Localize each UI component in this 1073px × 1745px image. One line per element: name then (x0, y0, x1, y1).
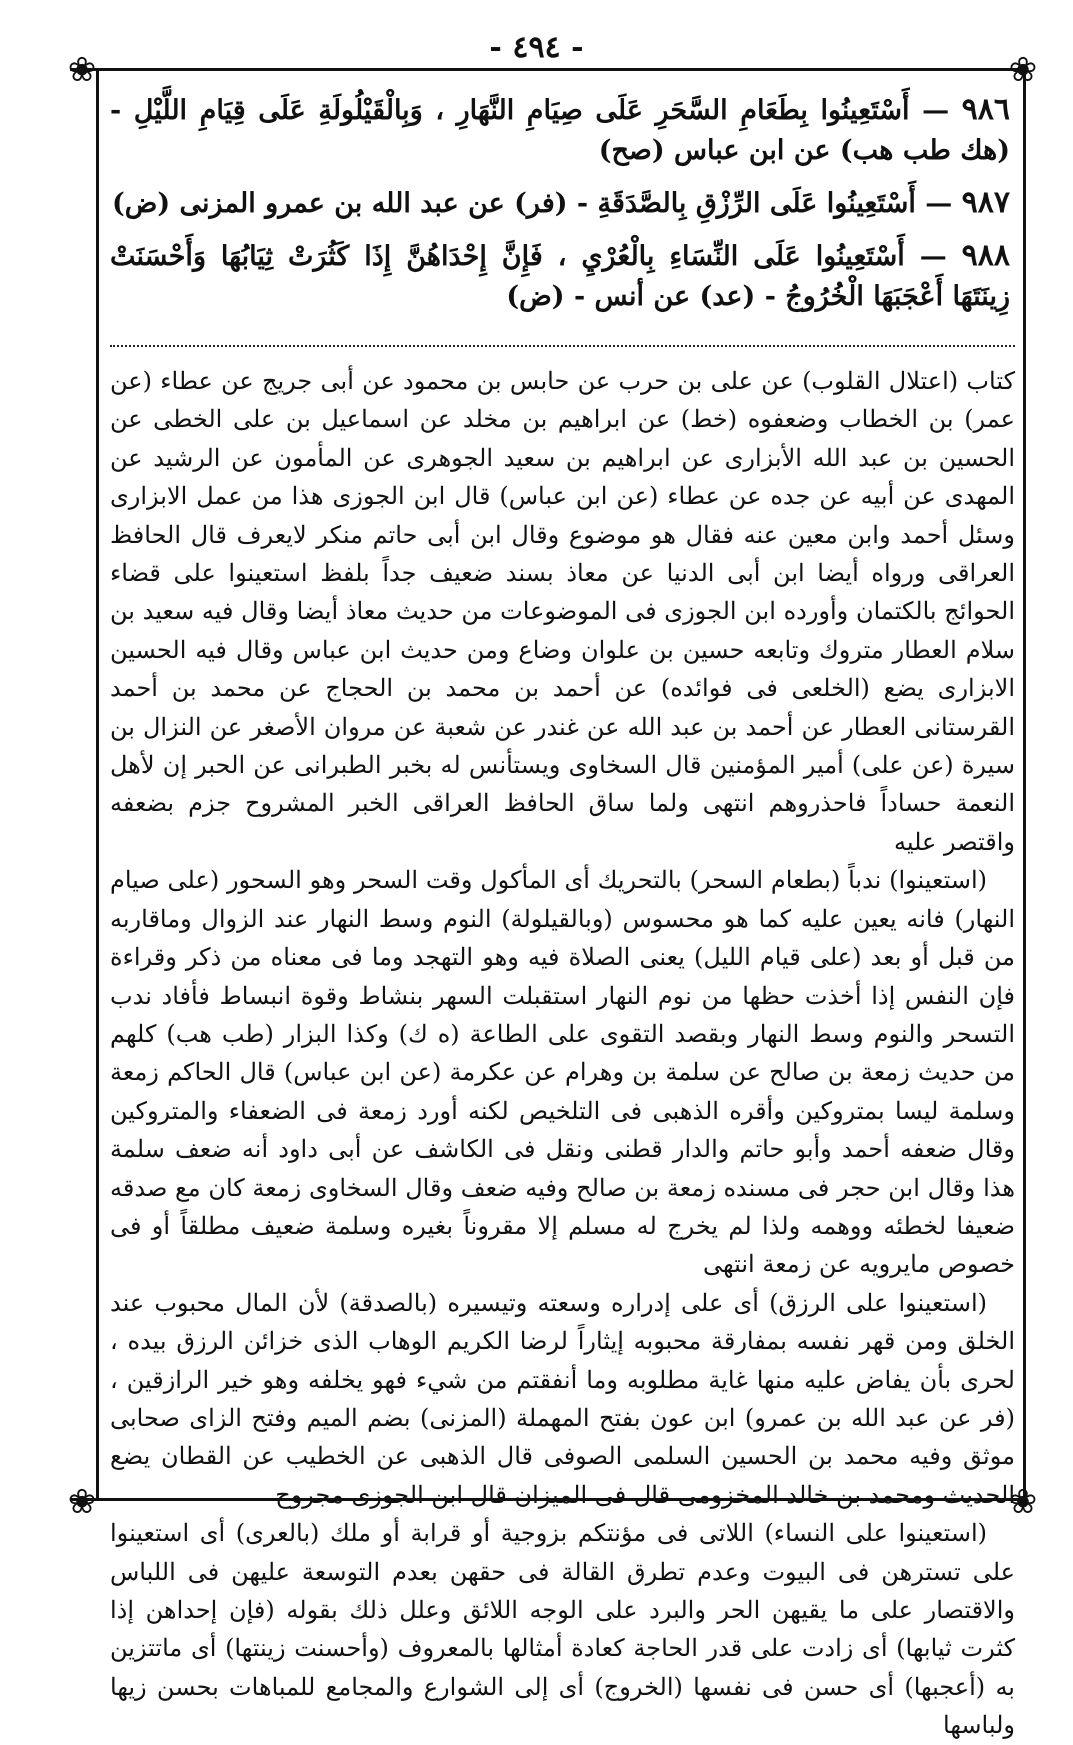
frame-left-rule (96, 70, 99, 1500)
hadith-entry (110, 236, 1010, 317)
hadith-text: — أَسْتَعِينُوا عَلَى النِّسَاءِ بِالْعُرْيِ ، فَإِنَّ إِحْدَاهُنَّ إِذَا كَثُرَتْ ثِيَابُهَا وَأَحْسَنَتْ زِينَتَهَا أَعْجَبَهَا الْخُرُوجُ - (عد) عن أنس - (ض) (110, 241, 1010, 312)
dotted-divider (110, 345, 1015, 347)
flower-ornament-icon: ❀ (67, 50, 97, 90)
page-number: - ٤٩٤ - (489, 30, 584, 65)
flower-ornament-icon: ❀ (67, 1482, 97, 1522)
hadith-text: — أَسْتَعِينُوا بِطَعَامِ السَّحَرِ عَلَى صِيَامِ النَّهَارِ ، وَبِالْقَيْلُولَةِ عَلَى قِيَامِ اللَّيْلِ - (هك طب هب) عن ابن عباس (صح) (110, 95, 1010, 166)
flower-ornament-icon: ❀ (1008, 50, 1038, 90)
hadith-list (110, 90, 1010, 329)
hadith-number: ٩٨٨ (961, 238, 1010, 273)
commentary-paragraph: كتاب (اعتلال القلوب) عن على بن حرب عن حابس بن محمود عن أبى جريج عن عطاء (عن عمر) بن الخطاب وضعفوه (خط) عن ابراهيم بن مخلد عن اسماعيل بن على الخطى عن الحسين بن عبد الله الأبزارى عن ابراهيم بن سعيد الجوهرى عن المأمون عن الرشيد عن المهدى عن أبيه عن جده عن عطاء (عن ابن عباس) قال ابن الجوزى هذا من عمل الابزارى وسئل أحمد وابن معين عنه فقال هو موضوع وقال ابن أبى حاتم منكر لايعرف قال الحافظ العراقى ورواه أيضا ابن أبى الدنيا عن معاذ بسند ضعيف جداً بلفظ استعينوا على قضاء الحوائج بالكتمان وأورده ابن الجوزى فى الموضوعات من حديث معاذ أيضا وقال فيه سعيد بن سلام العطار متروك وتابعه حسين بن علوان وضاع ومن حديث ابن عباس وقال فيه الحسين الابزارى يضع (الخلعى فى فوائده) عن أحمد بن محمد بن الحجاج عن محمد بن أحمد القرستانى العطار عن أحمد بن عبد الله عن غندر عن شعبة عن مروان الأصغر عن النزال بن سيرة (عن على) أمير المؤمنين قال السخاوى ويستأنس له بخبر الطبرانى عن الحبر إن لأهل النعمة حساداً فاحذروهم انتهى ولما ساق الحافظ العراقى الخبر المشروح جزم بضعفه واقتصر عليه (110, 367, 1016, 856)
commentary-body (110, 362, 1015, 1745)
frame-top-rule (70, 68, 1025, 71)
frame-right-rule (1023, 70, 1026, 1500)
commentary-paragraph: (استعينوا على النساء) اللاتى فى مؤنتكم بزوجية أو قرابة أو ملك (بالعرى) أى استعينوا على تسترهن فى البيوت وعدم تطرق القالة فى حقهن بعدم التوسعة عليهن فى اللباس والاقتصار على ما يقيهن الحر والبرد على الوجه اللائق وعلل ذلك بقوله (فإن إحداهن إذا كثرت ثيابها) أى زادت على قدر الحاجة كعادة أمثالها بالمعروف (وأحسنت زينتها) أى ماتتزين به (أعجبها) أى حسن فى نفسها (الخروج) أى إلى الشوارع والمجامع للمباهات بحسن زيها ولباسها (110, 1519, 1015, 1740)
commentary-paragraph: (استعينوا) ندباً (بطعام السحر) بالتحريك أى المأكول وقت السحر وهو السحور (على صيام النهار) فانه يعين عليه كما هو محسوس (وبالقيلولة) النوم وسط النهار عند الزوال وماقاربه من قبل أو بعد (على قيام الليل) يعنى الصلاة فيه وهو التهجد وما فى معناه من ذكر وقراءة فإن النفس إذا أخذت حظها من نوم النهار استقبلت السهر بنشاط وقوة انبساط فأفاد ندب التسحر والنوم وسط النهار وبقصد التقوى على الطاعة (ه ك) وكذا البزار (طب هب) كلهم من حديث زمعة بن صالح عن سلمة بن وهرام عن عكرمة (عن ابن عباس) قال الحاكم زمعة وسلمة ليسا بمتروكين وأقره الذهبى فى التلخيص لكنه أورد زمعة فى الضعفاء والمتروكين وقال ضعفه أحمد وأبو حاتم والدار قطنى ونقل فى الكاشف عن أبى داود أنه ضعف سلمة هذا وقال ابن حجر فى مسنده زمعة بن صالح وفيه ضعف وقال السخاوى زمعة كان مع صدقه ضعيفا لخطئه ووهمه ولذا لم يخرج له مسلم إلا مقروناً بغيره وسلمة ضعيف مطلقاً أو فى خصوص مايرويه عن زمعة انتهى (110, 866, 1015, 1279)
hadith-entry (110, 183, 1010, 224)
commentary-paragraph: (استعينوا على الرزق) أى على إدراره وسعته وتيسيره (بالصدقة) لأن المال محبوب عند الخلق ومن قهر نفسه بمفارقة محبوبه إيثاراً لرضا الكريم الوهاب الذى خزائن الرزق بيده ، لحرى بأن يفاض عليه منها غاية مطلوبه وما أنفقتم من شيء فهو يخلفه وهو خير الرازقين ، (فر عن عبد الله بن عمرو) ابن عون بفتح المهملة (المزنى) بضم الميم وفتح الزاى صحابى موثق وفيه محمد بن الحسين السلمى الصوفى قال الذهبى عن الخطيب عن القطان يضع الحديث ومحمد بن خالد المخزومى قال فى الميزان قال ابن الجوزى مجروح (110, 1288, 1015, 1509)
hadith-number: ٩٨٦ (961, 92, 1011, 127)
hadith-number: ٩٨٧ (961, 185, 1010, 220)
hadith-text: — أَسْتَعِينُوا عَلَى الرِّزْقِ بِالصَّدَقَةِ - (فر) عن عبد الله بن عمرو المزنى (ض) (111, 188, 953, 219)
hadith-entry (110, 90, 1010, 171)
flower-ornament-icon: ❀ (1008, 1482, 1038, 1522)
